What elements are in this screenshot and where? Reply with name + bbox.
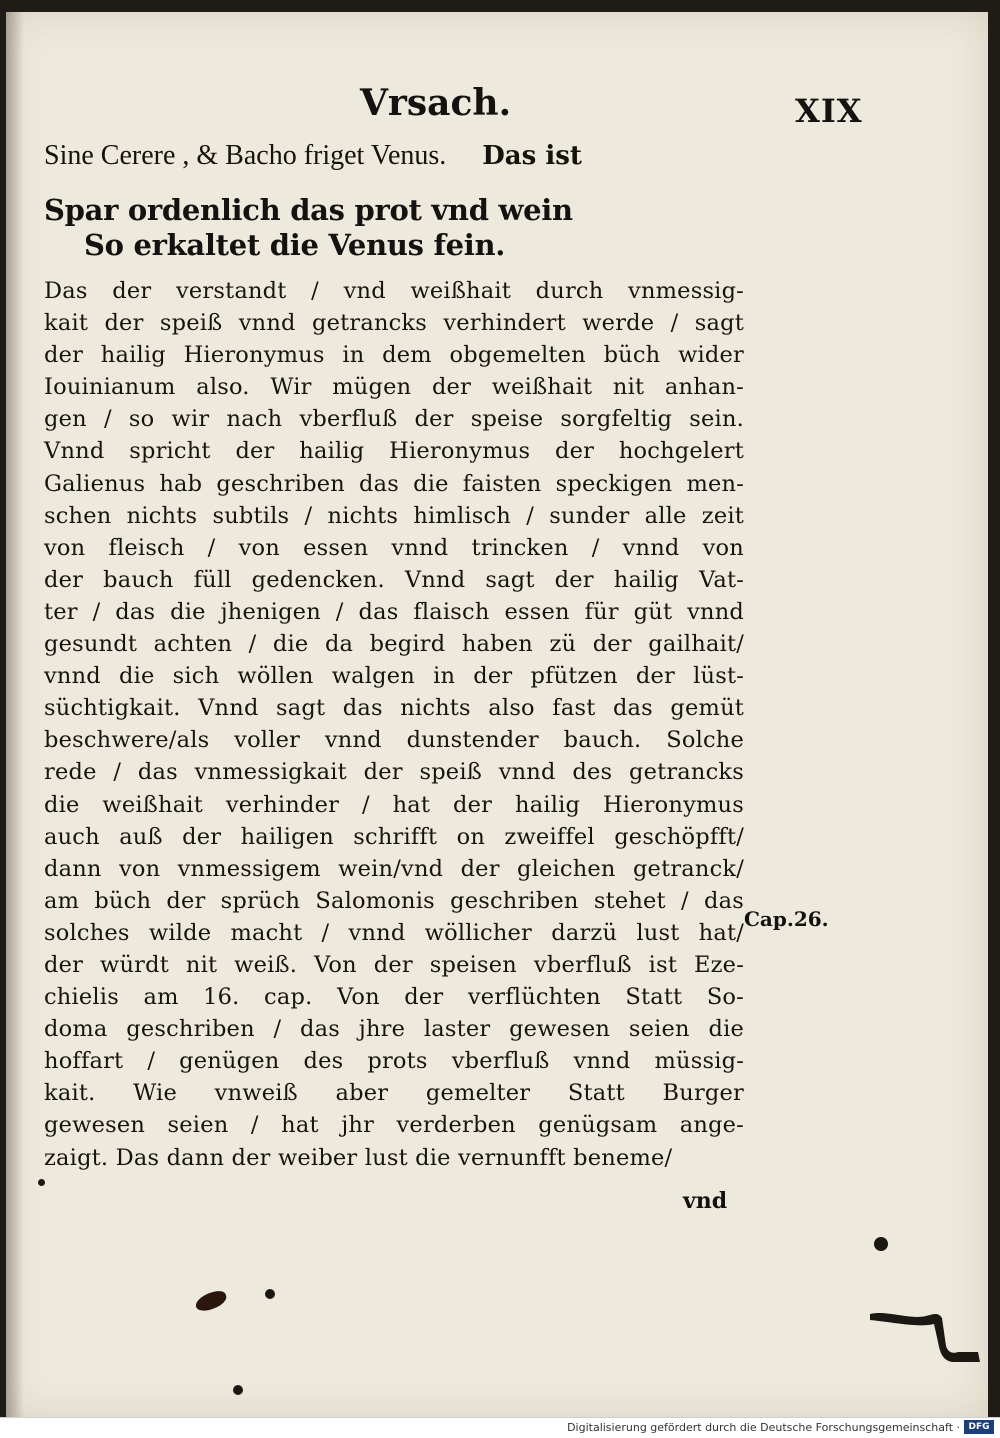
ink-smudge <box>868 1306 986 1364</box>
text-line: Das der verstandt / vnd weißhait durch vnmessig- <box>44 278 744 304</box>
text-line: süchtigkait. Vnnd sagt das nichts also fast das gemüt <box>44 695 744 722</box>
ink-spot <box>233 1385 243 1395</box>
text-line: die weißhait verhinder / hat der hailig Hieronymus <box>44 791 744 818</box>
text-line: auch auß der hailigen schrifft on zweiffel geschöpfft/ <box>44 823 744 850</box>
footer-bar <box>0 1417 1000 1438</box>
text-line: beschwere/als voller vnnd dunstender bauch. Solche <box>44 727 744 754</box>
text-line: Vnnd spricht der hailig Hieronymus der hochgelert <box>44 438 744 465</box>
text-line: gen / so wir nach vberfluß der speise sorgfeltig sein. <box>44 406 744 433</box>
text-line: Galienus hab geschriben das die faisten speckigen men- <box>44 470 744 497</box>
text-line: chielis am 16. cap. Von der verflüchten Statt So- <box>44 984 744 1011</box>
latin-quotation: Sine Cerere , & Bacho friget Venus. <box>44 140 447 171</box>
footer-credit: Digitalisierung gefördert durch die Deutsche Forschungsgemeinschaft · <box>567 1421 960 1434</box>
first-line <box>44 140 744 172</box>
text-line: doma geschriben / das jhre laster gewesen seien die <box>44 1016 744 1043</box>
verse-line-2: So erkaltet die Venus fein. <box>84 228 506 262</box>
text-line: der würdt nit weiß. Von der speisen vberfluß ist Eze- <box>44 951 744 978</box>
ink-spot <box>874 1237 888 1251</box>
text-line: dann von vnmessigem wein/vnd der gleichen getranck/ <box>44 855 744 882</box>
ink-spot <box>265 1289 275 1299</box>
text-line: Iouinianum also. Wir mügen der weißhait nit anhan- <box>44 374 744 401</box>
text-line: schen nichts subtils / nichts himlisch / sunder alle zeit <box>44 502 744 529</box>
text-line: am büch der sprüch Salomonis geschriben stehet / das <box>44 887 744 914</box>
verse-line-1: Spar ordenlich das prot vnd wein <box>44 193 573 227</box>
text-line: vnnd die sich wöllen walgen in der pfützen der lüst- <box>44 663 744 690</box>
text-line: kait der speiß vnnd getrancks verhindert werde / sagt <box>44 310 744 337</box>
first-line-continuation: Das ist <box>482 141 582 171</box>
text-line: gesundt achten / die da begird haben zü der gailhait/ <box>44 631 744 658</box>
text-line: gewesen seien / hat jhr verderben genügsam ange- <box>44 1112 744 1139</box>
text-line: hoffart / genügen des prots vberfluß vnnd müssig- <box>44 1048 744 1075</box>
gutter-shadow <box>6 12 24 1417</box>
text-line: rede / das vnmessigkait der speiß vnnd des getrancks <box>44 759 744 786</box>
text-line: der hailig Hieronymus in dem obgemelten büch wider <box>44 342 744 369</box>
text-line: solches wilde macht / vnnd wöllicher darzü lust hat/ <box>44 919 744 946</box>
body-text <box>44 275 744 1174</box>
text-line: von fleisch / von essen vnnd trincken / vnnd von <box>44 534 744 561</box>
margin-note: Cap.26. <box>744 907 829 931</box>
running-head: Vrsach. <box>360 82 512 124</box>
folio-number: XIX <box>795 92 863 130</box>
text-line: kait. Wie vnweiß aber gemelter Statt Burger <box>44 1080 744 1107</box>
text-line: zaigt. Das dann der weiber lust die vernunfft beneme/ <box>44 1144 673 1171</box>
dfg-logo: DFG <box>964 1420 994 1434</box>
catchword: vnd <box>683 1188 728 1214</box>
ink-spot <box>38 1179 45 1186</box>
text-line: der bauch füll gedencken. Vnnd sagt der hailig Vat- <box>44 566 744 593</box>
text-line: ter / das die jhenigen / das flaisch essen für güt vnnd <box>44 598 744 625</box>
